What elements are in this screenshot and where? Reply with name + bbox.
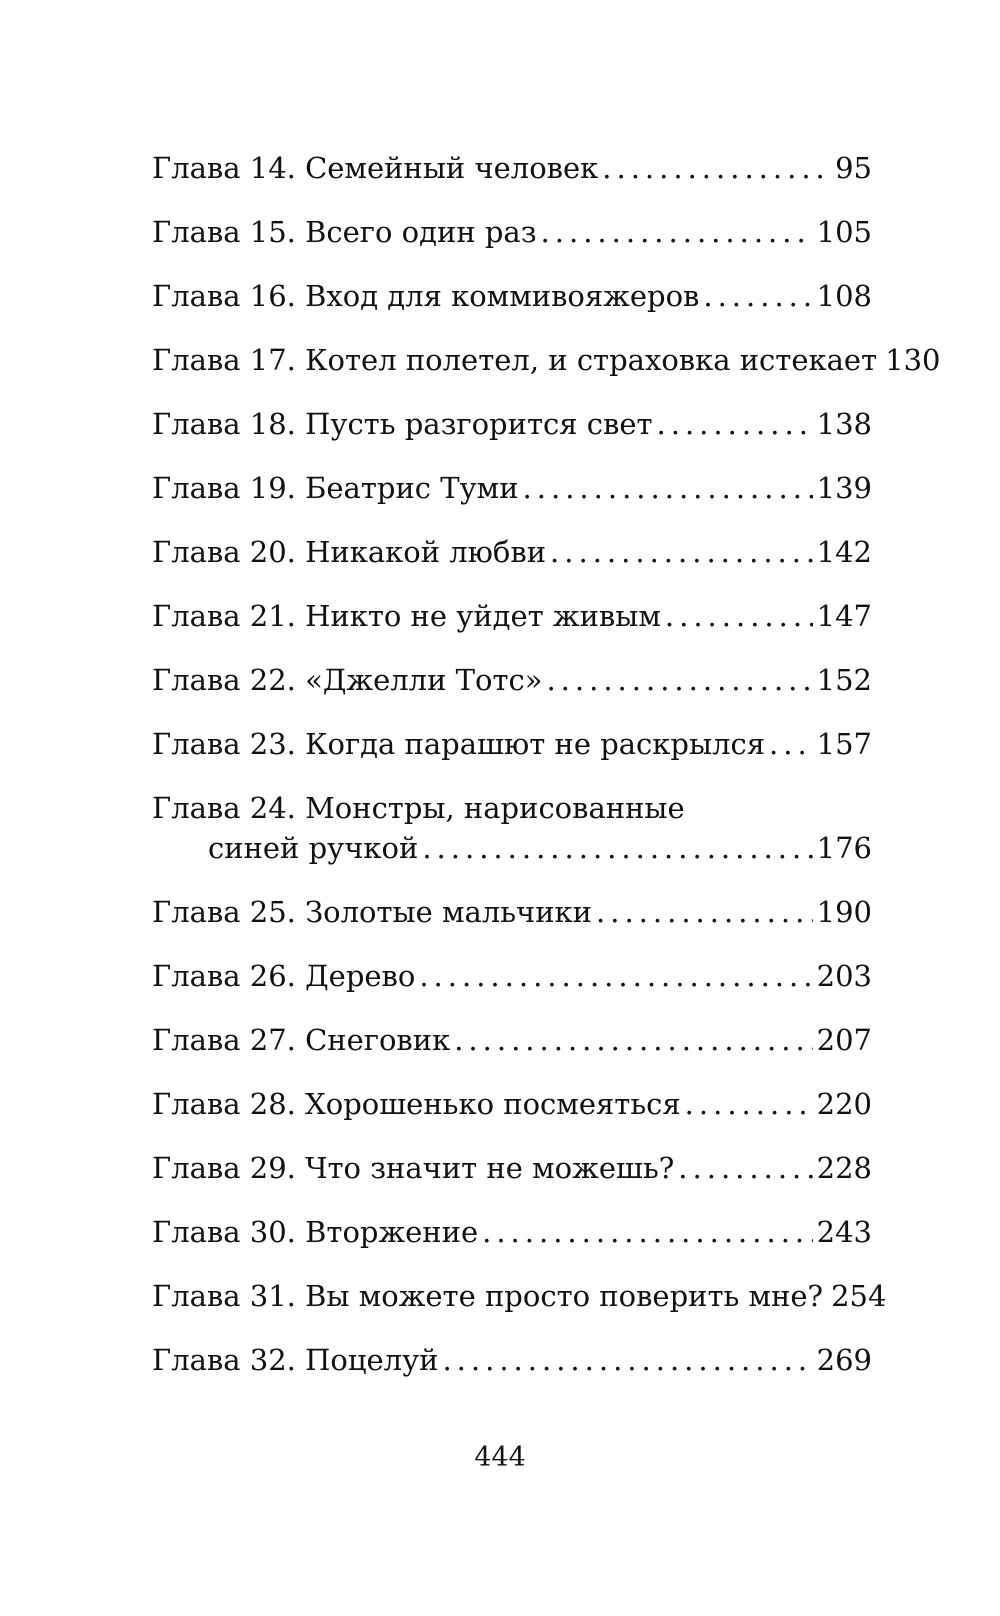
toc-entry-page: 105 xyxy=(816,215,872,249)
toc-entry xyxy=(152,1212,872,1252)
toc-entry xyxy=(152,1276,887,1316)
leader-dots xyxy=(665,596,813,636)
toc-entry xyxy=(152,532,872,572)
leader-dots xyxy=(546,660,812,700)
toc-entry-title: Глава 31. Вы можете просто поверить мне? xyxy=(152,1279,824,1313)
toc-entry-title: Глава 27. Снеговик xyxy=(152,1023,451,1057)
toc-entry-title: Глава 20. Никакой любви xyxy=(152,535,547,569)
toc-entry-page: 130 xyxy=(885,343,941,377)
toc-entry-title: Глава 25. Золотые мальчики xyxy=(152,895,593,929)
toc-entry-page: 207 xyxy=(816,1023,872,1057)
toc-entry-page: 157 xyxy=(816,727,872,761)
toc-entry xyxy=(152,596,872,636)
toc-entry-title: Глава 23. Когда парашют не раскрылся xyxy=(152,727,766,761)
toc-entry xyxy=(152,276,872,316)
leader-dots xyxy=(541,212,813,252)
toc-entry xyxy=(152,212,872,252)
toc-entry xyxy=(152,1084,872,1124)
toc-entry-title-line1: Глава 24. Монстры, нарисованные xyxy=(152,791,685,825)
toc-entry xyxy=(152,788,872,868)
page-number: 444 xyxy=(474,1442,526,1473)
toc-entry-page: 176 xyxy=(816,831,872,865)
leader-dots xyxy=(685,1084,813,1124)
leader-dots xyxy=(602,148,831,188)
toc-entry-page: 95 xyxy=(835,151,872,185)
toc-entry-page: 147 xyxy=(816,599,872,633)
leader-dots xyxy=(454,1020,812,1060)
toc-entry-page: 203 xyxy=(816,959,872,993)
leader-dots xyxy=(482,1212,813,1252)
toc-entry-page: 152 xyxy=(816,663,872,697)
leader-dots xyxy=(678,1148,812,1188)
leader-dots xyxy=(419,956,812,996)
toc-entry-title: Глава 19. Беатрис Туми xyxy=(152,471,519,505)
toc-entry xyxy=(152,1340,872,1380)
toc-entry-page: 220 xyxy=(816,1087,872,1121)
toc-entry-title: Глава 18. Пусть разгорится свет xyxy=(152,407,653,441)
toc-entry-title: Глава 22. «Джелли Тотс» xyxy=(152,663,543,697)
toc-entry-title: Глава 15. Всего один раз xyxy=(152,215,537,249)
toc-entry xyxy=(152,148,872,188)
toc-entry xyxy=(152,404,872,444)
leader-dots xyxy=(769,724,813,764)
toc-entry xyxy=(152,468,872,508)
toc-entry xyxy=(152,340,941,380)
toc-entry-second-line xyxy=(152,828,872,868)
toc-entry-title: Глава 29. Что значит не можешь? xyxy=(152,1151,675,1185)
leader-dots xyxy=(703,276,812,316)
leader-dots xyxy=(523,468,813,508)
toc-entry xyxy=(152,956,872,996)
toc-entry-page: 243 xyxy=(816,1215,872,1249)
toc-entry-title: Глава 14. Семейный человек xyxy=(152,151,599,185)
toc-entry-page: 108 xyxy=(816,279,872,313)
toc-entry xyxy=(152,660,872,700)
toc-entry-page: 138 xyxy=(816,407,872,441)
toc-entry xyxy=(152,892,872,932)
toc-entry-page: 254 xyxy=(831,1279,887,1313)
toc-entry-page: 190 xyxy=(816,895,872,929)
toc-entry-title: Глава 16. Вход для коммивояжеров xyxy=(152,279,700,313)
leader-dots xyxy=(442,1340,812,1380)
toc-entry-title: Глава 28. Хорошенько посмеяться xyxy=(152,1087,681,1121)
toc-entry-page: 269 xyxy=(816,1343,872,1377)
toc-entry-title: Глава 30. Вторжение xyxy=(152,1215,479,1249)
toc-entry xyxy=(152,724,872,764)
toc-entry-page: 142 xyxy=(816,535,872,569)
toc-entry-page: 139 xyxy=(816,471,872,505)
leader-dots xyxy=(550,532,813,572)
toc-entry xyxy=(152,1148,872,1188)
toc-entry-title-line2: синей ручкой xyxy=(208,831,419,865)
leader-dots xyxy=(422,828,812,868)
table-of-contents xyxy=(152,148,941,1404)
toc-entry-title: Глава 17. Котел полетел, и страховка истекает xyxy=(152,343,878,377)
toc-entry xyxy=(152,1020,872,1060)
toc-entry-page: 228 xyxy=(816,1151,872,1185)
leader-dots xyxy=(596,892,813,932)
toc-entry-title: Глава 32. Поцелуй xyxy=(152,1343,439,1377)
toc-entry-title: Глава 26. Дерево xyxy=(152,959,416,993)
leader-dots xyxy=(657,404,813,444)
toc-entry-title: Глава 21. Никто не уйдет живым xyxy=(152,599,661,633)
